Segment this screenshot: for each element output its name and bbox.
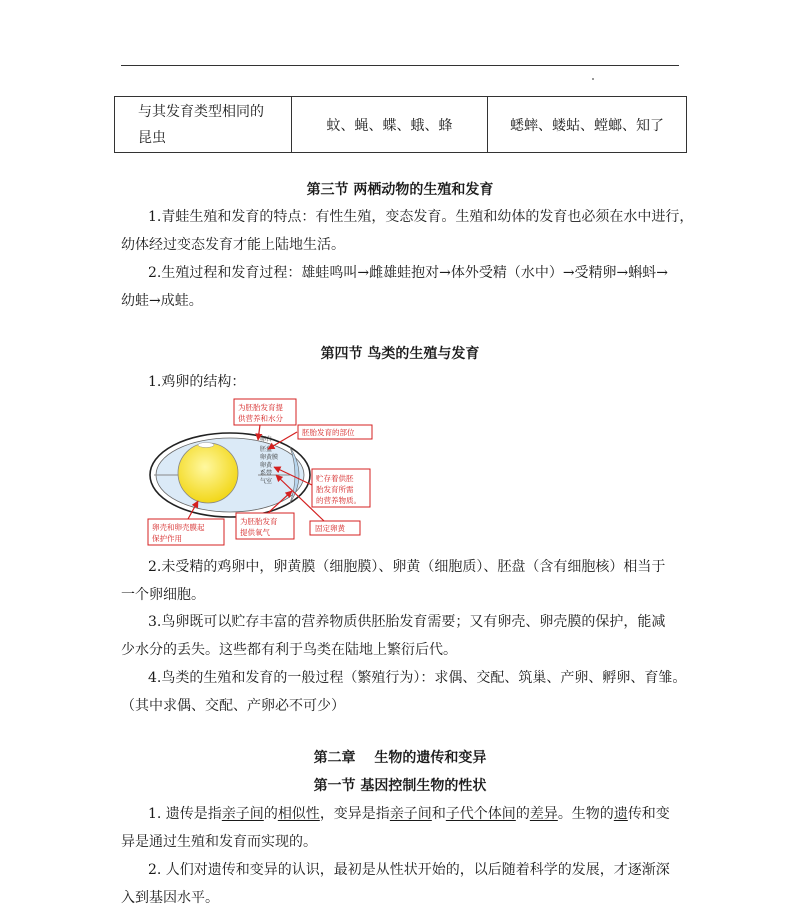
table-row bbox=[115, 97, 687, 153]
c2-p1-part: 相似性 bbox=[277, 806, 320, 822]
s3-p2-line2: 幼蛙→成蛙。 bbox=[121, 293, 203, 309]
s4-p4-line1: 4.鸟类的生殖和发育的一般过程（繁殖行为）：求偶、交配、筑巢、产卵、孵卵、育雏。 bbox=[148, 670, 687, 686]
c2-p1-part: 传和变 bbox=[627, 806, 670, 822]
box-shell-line2: 保护作用 bbox=[152, 534, 182, 543]
s3-p1-line1: 1.青蛙生殖和发育的特点：有性生殖，变态发育。生殖和幼体的发育也必须在水中进行， bbox=[148, 209, 694, 225]
table-cell-incomplete: 蟋蟀、蝼蛄、螳螂、知了 bbox=[488, 97, 687, 153]
label-egg-white: 卵白 bbox=[260, 436, 273, 443]
insect-table bbox=[114, 96, 687, 153]
header-rule bbox=[121, 65, 679, 66]
s4-p1: 1.鸡卵的结构： bbox=[148, 374, 246, 390]
box-shell-line1: 卵壳和卵壳膜起 bbox=[152, 523, 205, 532]
box-fix-yolk: 固定卵黄 bbox=[315, 524, 345, 533]
label-yolk: 卵黄 bbox=[260, 462, 273, 469]
label-yolk-membrane: 卵黄膜 bbox=[260, 454, 279, 461]
c2-p1-line1 bbox=[148, 804, 670, 824]
c2-p1-part: 子代个体间 bbox=[445, 806, 516, 822]
c2-p1-part: 的 bbox=[515, 806, 530, 822]
box-storage-line3: 的营养物质。 bbox=[316, 496, 361, 505]
box-storage-line2: 胎发育所需 bbox=[316, 485, 354, 494]
s4-p2-line2: 一个卵细胞。 bbox=[121, 587, 205, 603]
label-air-cell: 气室 bbox=[260, 478, 273, 485]
chapter2-section1-title: 第一节 基因控制生物的性状 bbox=[313, 778, 487, 794]
s3-p1-line2: 幼体经过变态发育才能上陆地生活。 bbox=[121, 237, 345, 253]
c2-p1-part: ，变异是指 bbox=[319, 806, 390, 822]
label-blastodisc: 胚盘 bbox=[260, 446, 273, 453]
box-storage-line1: 贮存着供胚 bbox=[316, 474, 354, 483]
egg-drawing bbox=[150, 433, 310, 517]
c2-p1-part: 亲子间 bbox=[389, 806, 432, 822]
c2-p2-line2: 入到基因水平。 bbox=[121, 890, 219, 906]
c2-p1-part: 遗 bbox=[613, 806, 628, 822]
c2-p1-part: 差异 bbox=[529, 806, 558, 822]
s4-p3-line2: 少水分的丢失。这些都有利于鸟类在陆地上繁衍后代。 bbox=[121, 642, 457, 658]
box-nutrition-line1: 为胚胎发育提 bbox=[238, 403, 283, 412]
c2-p1-part: 。生物的 bbox=[557, 806, 614, 822]
c2-p1-part: 亲子间 bbox=[221, 806, 264, 822]
section3-title: 第三节 两栖动物的生殖和发育 bbox=[306, 182, 494, 198]
s3-p2-line1: 2.生殖过程和发育过程：雄蛙鸣叫→雌雄蛙抱对→体外受精（水中）→受精卵→蝌蚪→ bbox=[148, 265, 669, 281]
box-embryo-site: 胚胎发育的部位 bbox=[302, 428, 355, 437]
c2-p1-part: 1. 遗传是指 bbox=[148, 806, 222, 822]
s4-p2-line1: 2.未受精的鸡卵中，卵黄膜（细胞膜）、卵黄（细胞质）、胚盘（含有细胞核）相当于 bbox=[148, 559, 666, 575]
box-oxygen-line1: 为胚胎发育 bbox=[240, 517, 278, 526]
section4-title: 第四节 鸟类的生殖与发育 bbox=[320, 346, 480, 362]
c2-p2-line1: 2. 人们对遗传和变异的认识，最初是从性状开始的，以后随着科学的发展，才逐渐深 bbox=[148, 862, 670, 878]
scan-dot bbox=[592, 78, 594, 80]
table-cell-complete: 蚊、蝇、蝶、蛾、蜂 bbox=[292, 97, 488, 153]
c2-p1-line2: 异是通过生殖和发育而实现的。 bbox=[121, 834, 317, 850]
egg-structure-diagram bbox=[140, 395, 400, 550]
s4-p3-line1: 3.鸟卵既可以贮存丰富的营养物质供胚胎发育需要；又有卵壳、卵壳膜的保护，能减 bbox=[148, 614, 666, 630]
chapter2-title: 第二章 生物的遗传和变异 bbox=[313, 750, 487, 766]
table-cell-header bbox=[115, 97, 292, 153]
box-oxygen-line2: 提供氧气 bbox=[240, 528, 270, 537]
table-header-text: 与其发育类型相同的昆虫 bbox=[138, 103, 264, 146]
box-nutrition-line2: 供营养和水分 bbox=[238, 414, 283, 423]
s4-p4-line2: （其中求偶、交配、产卵必不可少） bbox=[121, 698, 345, 714]
c2-p1-part: 的 bbox=[263, 806, 278, 822]
c2-p1-part: 和 bbox=[431, 806, 446, 822]
label-chalaza: 系带 bbox=[260, 470, 273, 477]
